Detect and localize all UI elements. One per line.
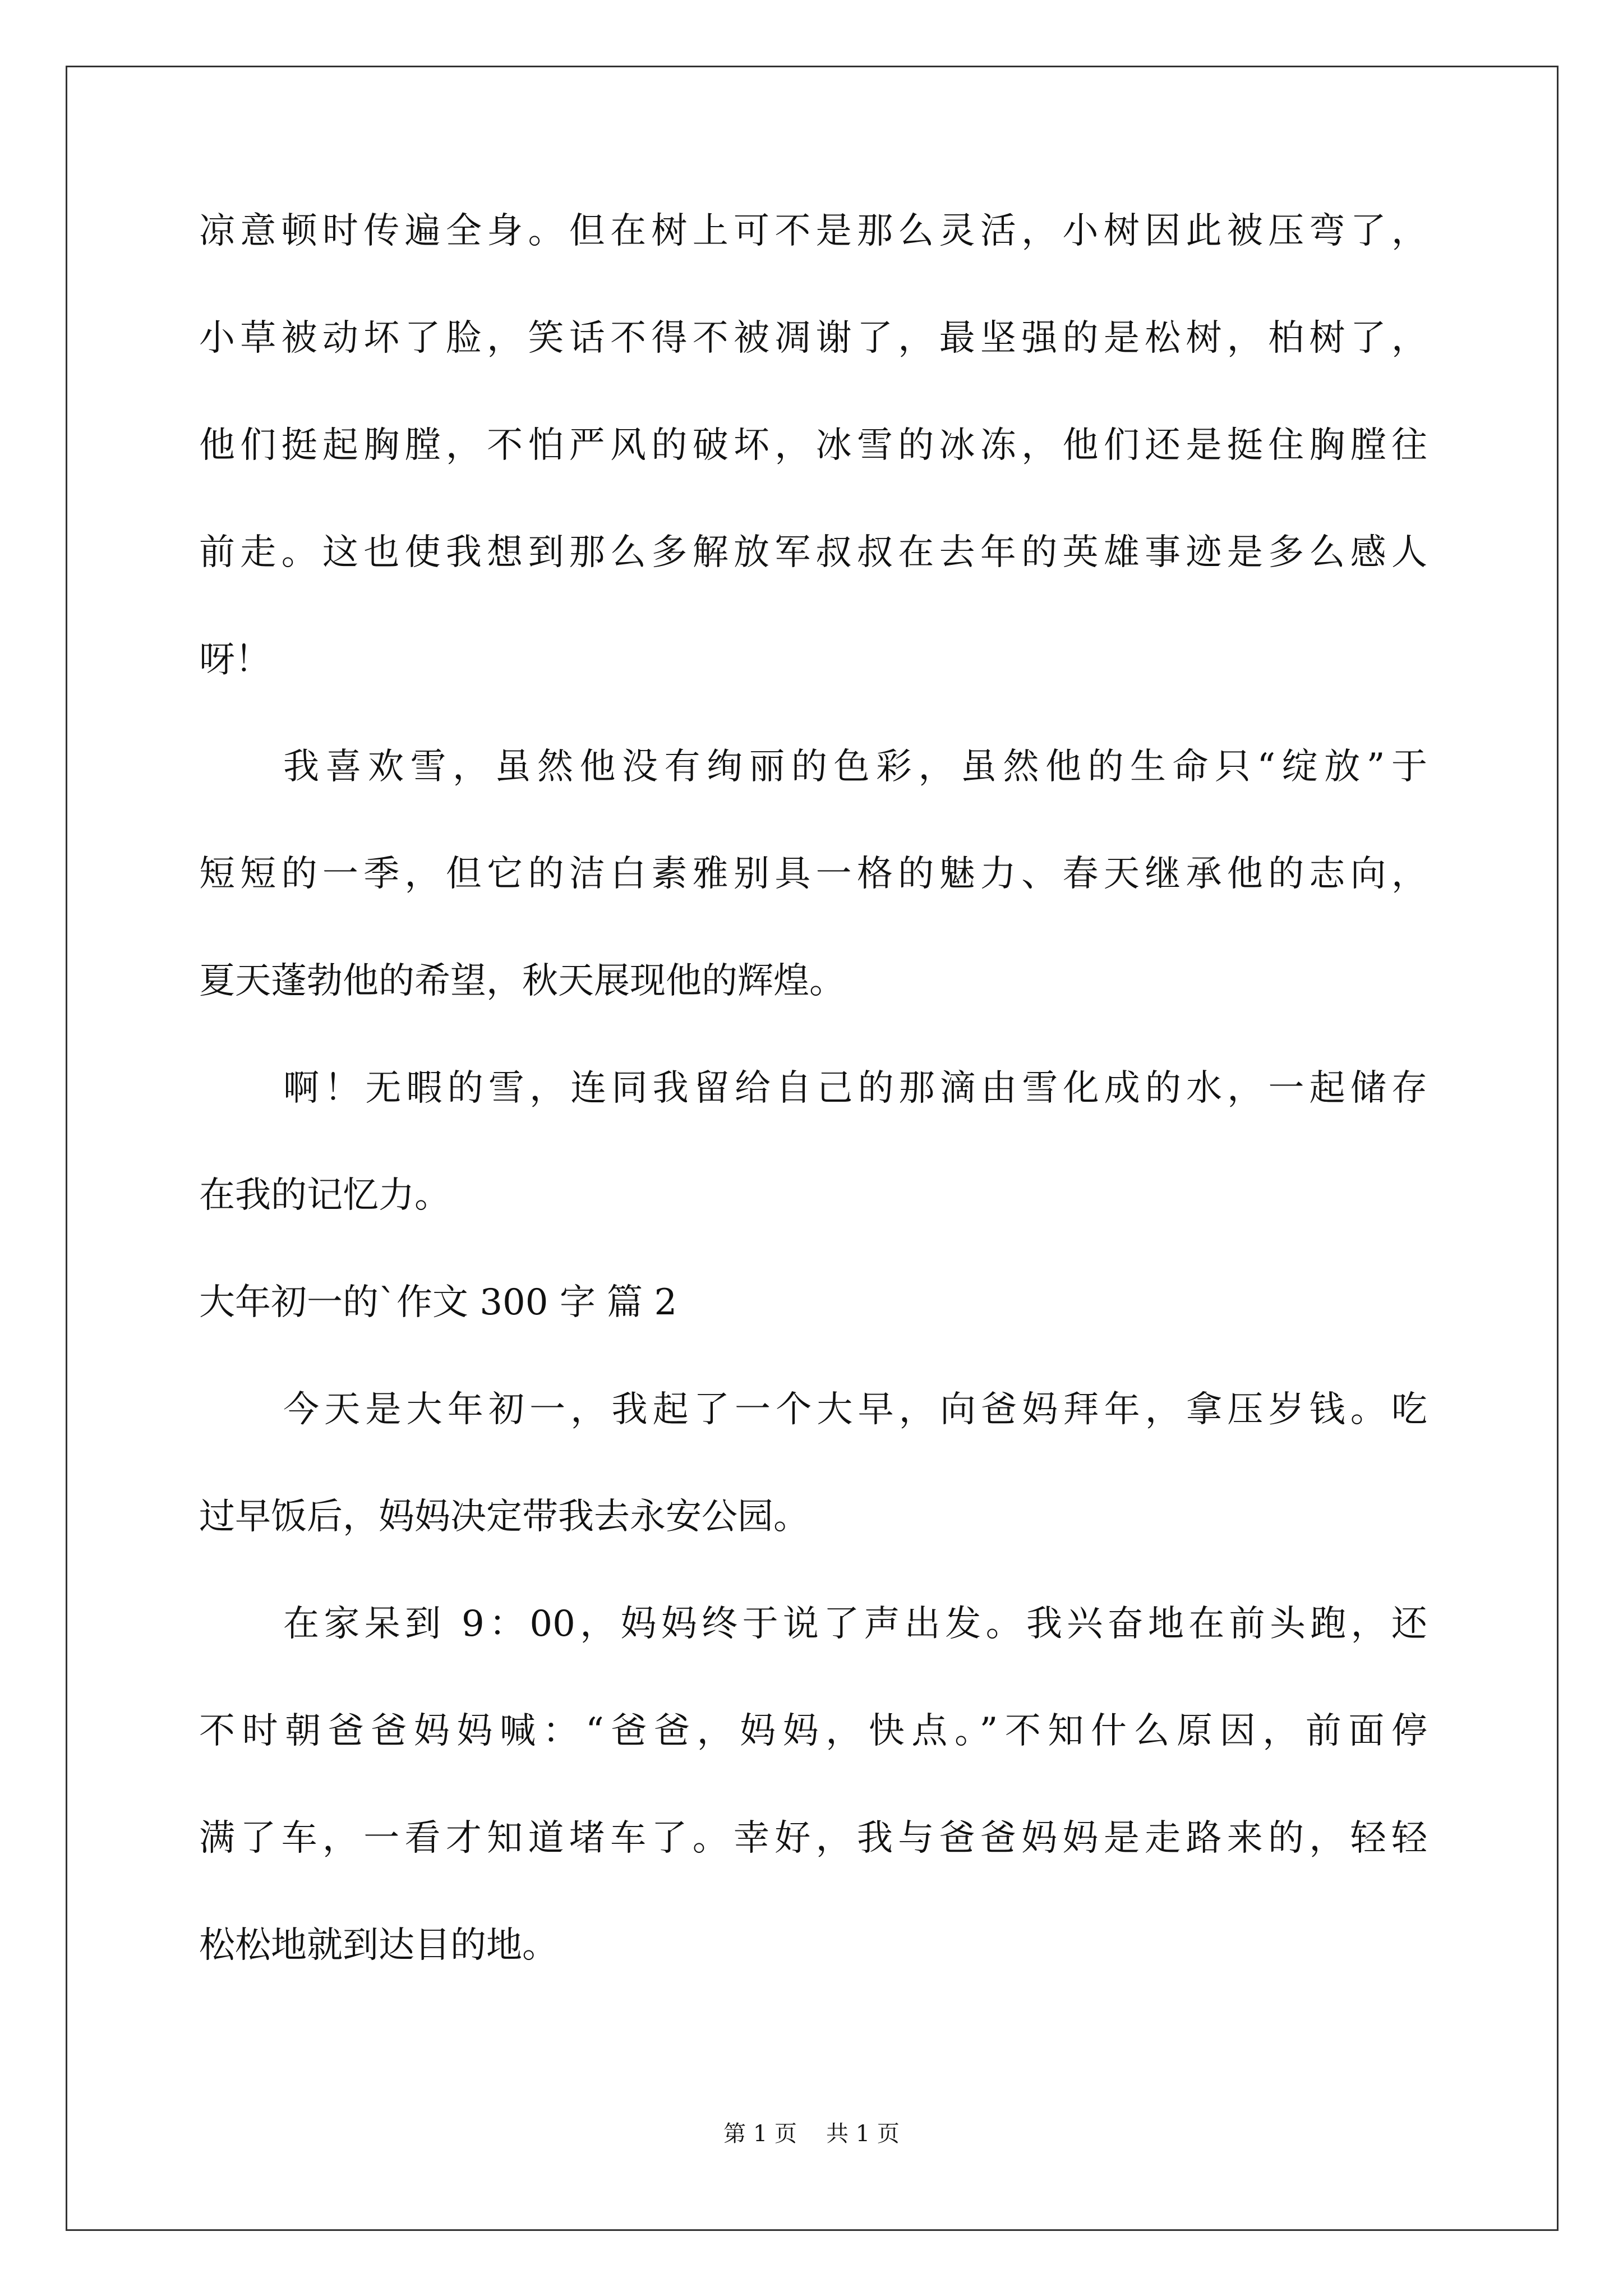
page-number: 第 1 页 (723, 2121, 797, 2147)
paragraph-line: 我喜欢雪，虽然他没有绚丽的色彩，虽然他的生命只“绽放”于 (283, 746, 1427, 788)
paragraph-line: 松松地就到达目的地。 (199, 1925, 558, 1966)
paragraph-line: 在我的记忆力。 (199, 1175, 450, 1216)
paragraph-line: 短短的一季，但它的洁白素雅别具一格的魅力、春天继承他的志向， (199, 853, 1427, 895)
paragraph-line: 今天是大年初一，我起了一个大早，向爸妈拜年，拿压岁钱。吃 (283, 1389, 1427, 1430)
page-footer (0, 2123, 1623, 2145)
paragraph-line: 他们挺起胸膛，不怕严风的破坏，冰雪的冰冻，他们还是挺住胸膛往 (199, 425, 1427, 466)
paragraph-line: 呀！ (199, 639, 271, 680)
paragraph-line: 在家呆到 9：00，妈妈终于说了声出发。我兴奋地在前头跑，还 (283, 1603, 1427, 1645)
section-heading: 大年初一的`作文 300 字 篇 2 (199, 1282, 677, 1323)
paragraph-line: 小草被动坏了脸，笑话不得不被凋谢了，最坚强的是松树，柏树了， (199, 318, 1427, 359)
paragraph-line: 凉意顿时传遍全身。但在树上可不是那么灵活，小树因此被压弯了， (199, 210, 1427, 252)
page-border (66, 66, 1559, 2231)
paragraph-line: 夏天蓬勃他的希望，秋天展现他的辉煌。 (199, 960, 845, 1002)
page-total: 共 1 页 (826, 2121, 900, 2147)
paragraph-line: 啊！无暇的雪，连同我留给自己的那滴由雪化成的水，一起储存 (283, 1068, 1427, 1109)
paragraph-line: 不时朝爸爸妈妈喊：“爸爸，妈妈，快点。”不知什么原因，前面停 (199, 1710, 1427, 1752)
paragraph-line: 过早饭后，妈妈决定带我去永安公园。 (199, 1496, 809, 1538)
paragraph-line: 满了车，一看才知道堵车了。幸好，我与爸爸妈妈是走路来的，轻轻 (199, 1818, 1427, 1859)
paragraph-line: 前走。这也使我想到那么多解放军叔叔在去年的英雄事迹是多么感人 (199, 532, 1427, 573)
